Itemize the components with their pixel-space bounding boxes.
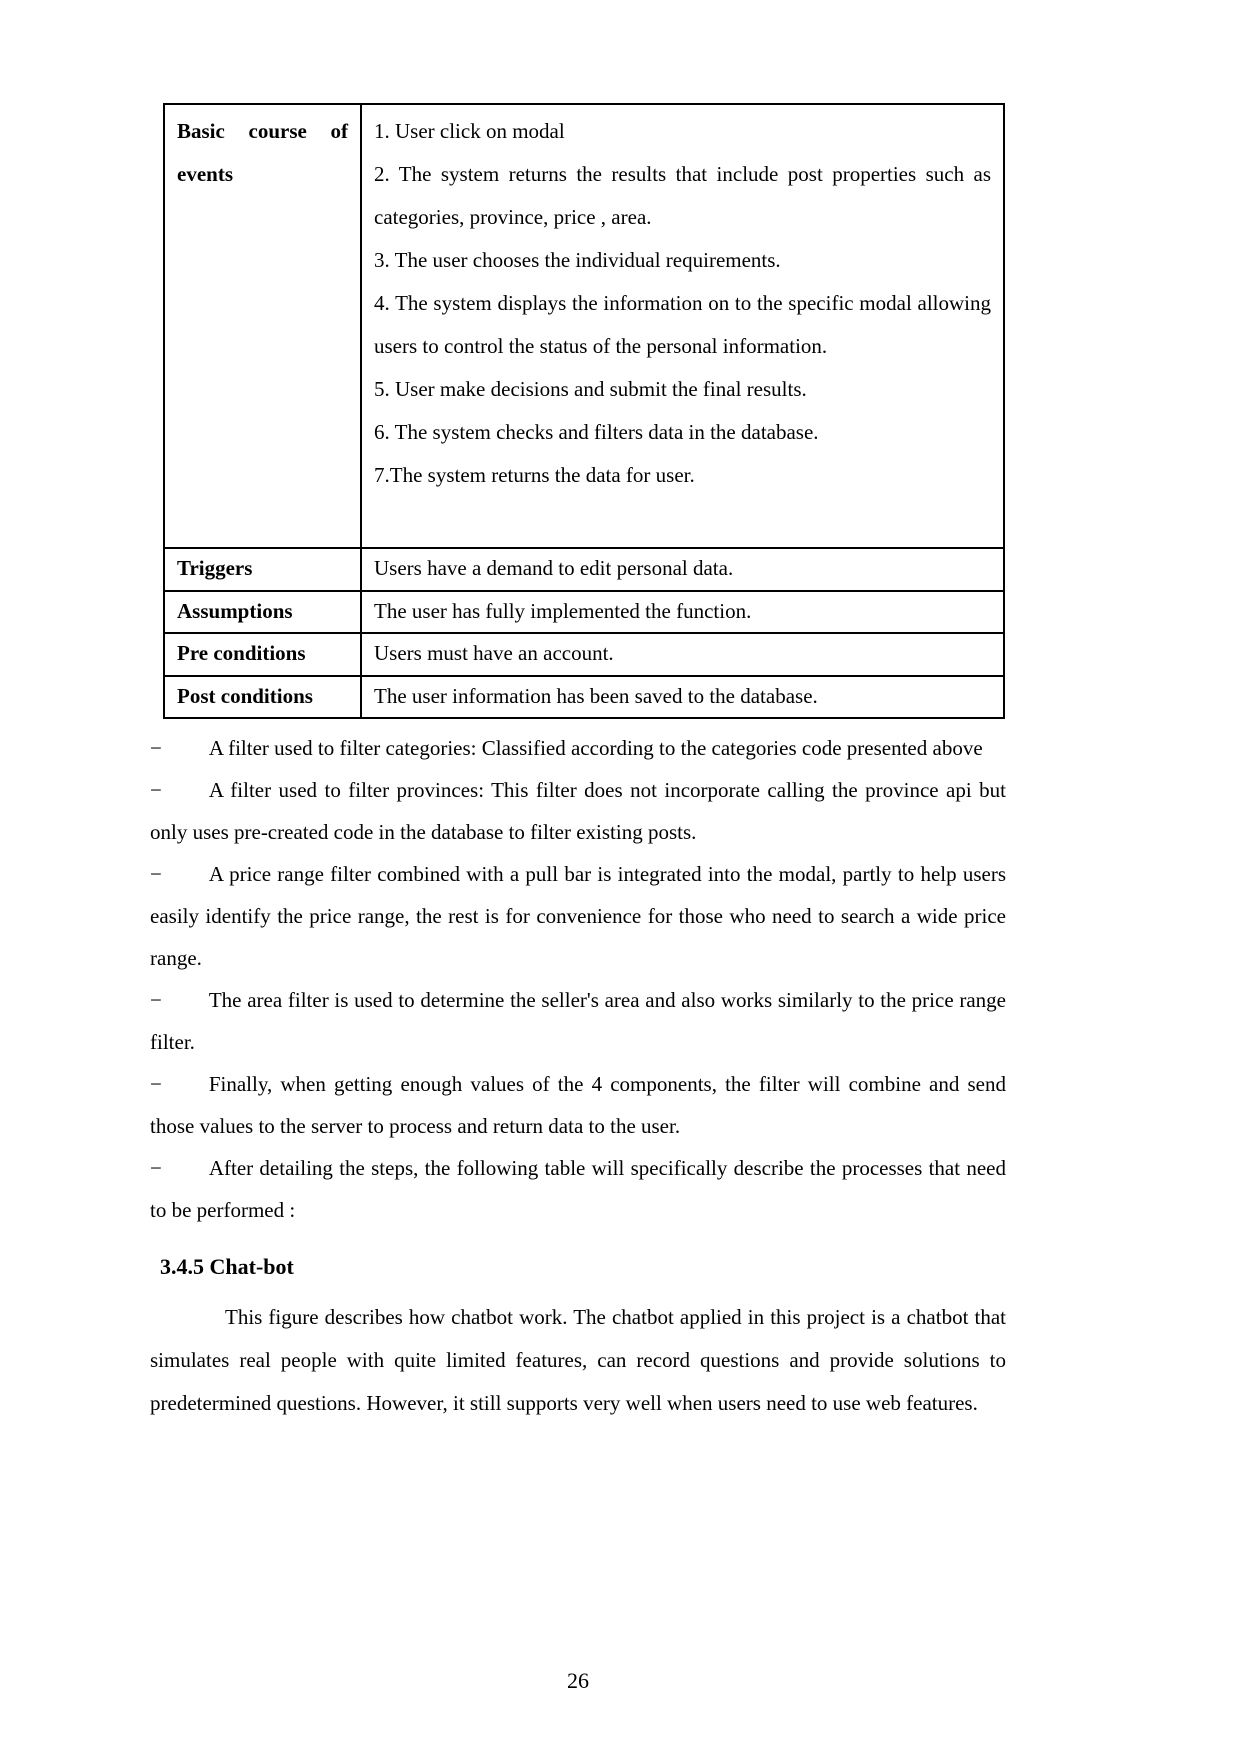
table-cell-label: Pre conditions	[164, 633, 361, 675]
table-row	[164, 104, 1004, 548]
dash-marker: −	[150, 735, 162, 760]
bullet-text: The area filter is used to determine the seller's area and also works similarly to the price range filter.	[150, 987, 1006, 1054]
bullet-paragraph	[150, 853, 1006, 979]
bullet-text: A price range filter combined with a pull bar is integrated into the modal, partly to help users easily identify the price range, the rest is for convenience for those who need to search a wide price range.	[150, 861, 1006, 970]
dash-marker: −	[150, 1155, 162, 1180]
dash-marker: −	[150, 777, 162, 802]
bullet-paragraph	[150, 1147, 1006, 1231]
page-content	[150, 103, 1006, 1425]
dash-marker: −	[150, 987, 162, 1012]
table-cell-label: Post conditions	[164, 676, 361, 718]
event-step: 1. User click on modal	[374, 119, 565, 143]
table-cell-value: The user has fully implemented the function.	[361, 591, 1004, 633]
event-step: 6. The system checks and filters data in the database.	[374, 420, 819, 445]
dash-marker: −	[150, 861, 162, 886]
row-label: Basic course of events	[177, 119, 348, 187]
event-step: 2. The system returns the results that include post properties such as categories, province, price , area.	[374, 162, 991, 230]
event-step: 3. The user chooses the individual requirements.	[374, 248, 781, 273]
bullet-paragraph	[150, 1063, 1006, 1147]
table-cell-label	[164, 104, 361, 548]
table-cell-label: Triggers	[164, 548, 361, 590]
body-paragraph: This figure describes how chatbot work. The chatbot applied in this project is a chatbot that simulates real people with quite limited features, can record questions and provide solutions to predetermined questions. However, it still supports very well when users need to use web features.	[150, 1305, 1006, 1416]
table-row	[164, 591, 1004, 633]
table-cell-value: Users have a demand to edit personal data.	[361, 548, 1004, 590]
table-cell-value: Users must have an account.	[361, 633, 1004, 675]
bullet-text: After detailing the steps, the following table will specifically describe the processes that need to be performed :	[150, 1155, 1006, 1222]
basic-course-events	[374, 110, 991, 541]
use-case-table	[163, 103, 1005, 719]
page-number: 26	[567, 1668, 589, 1693]
bullet-text: A filter used to filter categories: Classified according to the categories code presented above	[208, 735, 983, 760]
table-row	[164, 548, 1004, 590]
bullet-text: A filter used to filter provinces: This filter does not incorporate calling the province api but only uses pre-created code in the database to filter existing posts.	[150, 777, 1006, 844]
bullet-list	[150, 727, 1006, 1231]
table-row	[164, 633, 1004, 675]
bullet-paragraph	[150, 727, 1006, 769]
section-heading: 3.4.5 Chat-bot	[160, 1253, 294, 1279]
event-step: 5. User make decisions and submit the final results.	[374, 377, 807, 402]
bullet-paragraph	[150, 979, 1006, 1063]
table-cell-label: Assumptions	[164, 591, 361, 633]
bullet-paragraph	[150, 769, 1006, 853]
event-step: 4. The system displays the information on to the specific modal allowing users to control the status of the personal information.	[374, 291, 991, 359]
dash-marker: −	[150, 1071, 162, 1096]
bullet-text: Finally, when getting enough values of the 4 components, the filter will combine and send those values to the server to process and return data to the user.	[150, 1071, 1006, 1138]
table-cell-value	[361, 104, 1004, 548]
event-step: 7.The system returns the data for user.	[374, 463, 695, 488]
table-row	[164, 676, 1004, 718]
table-cell-value: The user information has been saved to the database.	[361, 676, 1004, 718]
